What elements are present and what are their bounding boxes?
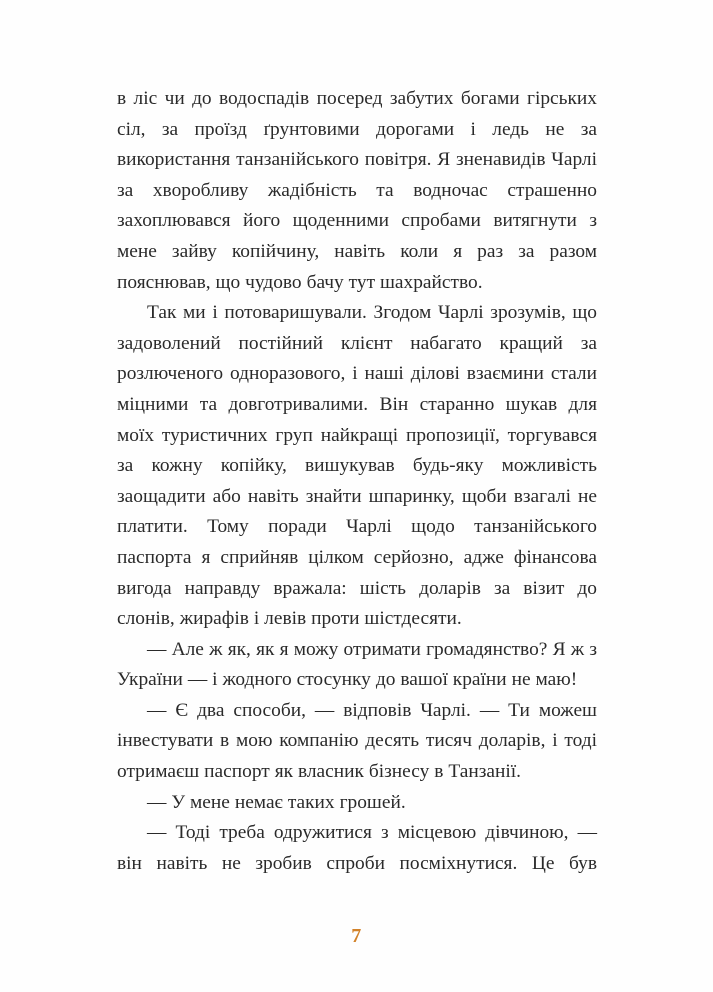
- paragraph: — У мене немає таких грошей.: [147, 791, 406, 813]
- paragraph: — Але ж як, як я можу отримати громадянство? Я ж з України — і жодного стосунку до вашої країни не маю!: [117, 638, 597, 691]
- paragraph: — Тоді треба одружитися з місцевою дівчиною, — він навіть не зробив спроби посміхнутися. Це був: [117, 822, 597, 874]
- paragraph: — Є два способи, — відповів Чарлі. — Ти можеш інвестувати в мою компанію десять тисяч доларів, і тоді отримаєш паспорт як власник бізнесу в Танзанії.: [117, 699, 597, 783]
- paragraph: Так ми і потоваришували. Згодом Чарлі зрозумів, що задоволений постійний клієнт набагато кращий за розлюченого одноразового, і наші ділові взаємини стали міцними та довготривалими. Він старанно шукав для моїх туристичних груп найкращі пропозиції, торгувався за кожну копійку, вишукував будь-яку можливість заощадити або навіть знайти шпаринку, щоби взагалі не платити. Тому поради Чарлі щодо танзанійського паспорта я сприйняв цілком серйозно, адже фінансова вигода направду вражала: шість доларів за візит до слонів, жирафів і левів проти шістдесяти.: [117, 302, 597, 630]
- paragraph: в ліс чи до водоспадів посеред забутих богами гірських сіл, за проїзд ґрунтовими дорогами і ледь не за використання танзанійського повітря. Я зненавидів Чарлі за хворобливу жадібність та водночас страшенно захоплювався його щоденними спробами витягнути з мене зайву копійчину, навіть коли я раз за разом пояснював, що чудово бачу тут шахрайство.: [117, 88, 597, 293]
- page-text-column: [117, 84, 597, 910]
- page-number: 7: [351, 925, 362, 947]
